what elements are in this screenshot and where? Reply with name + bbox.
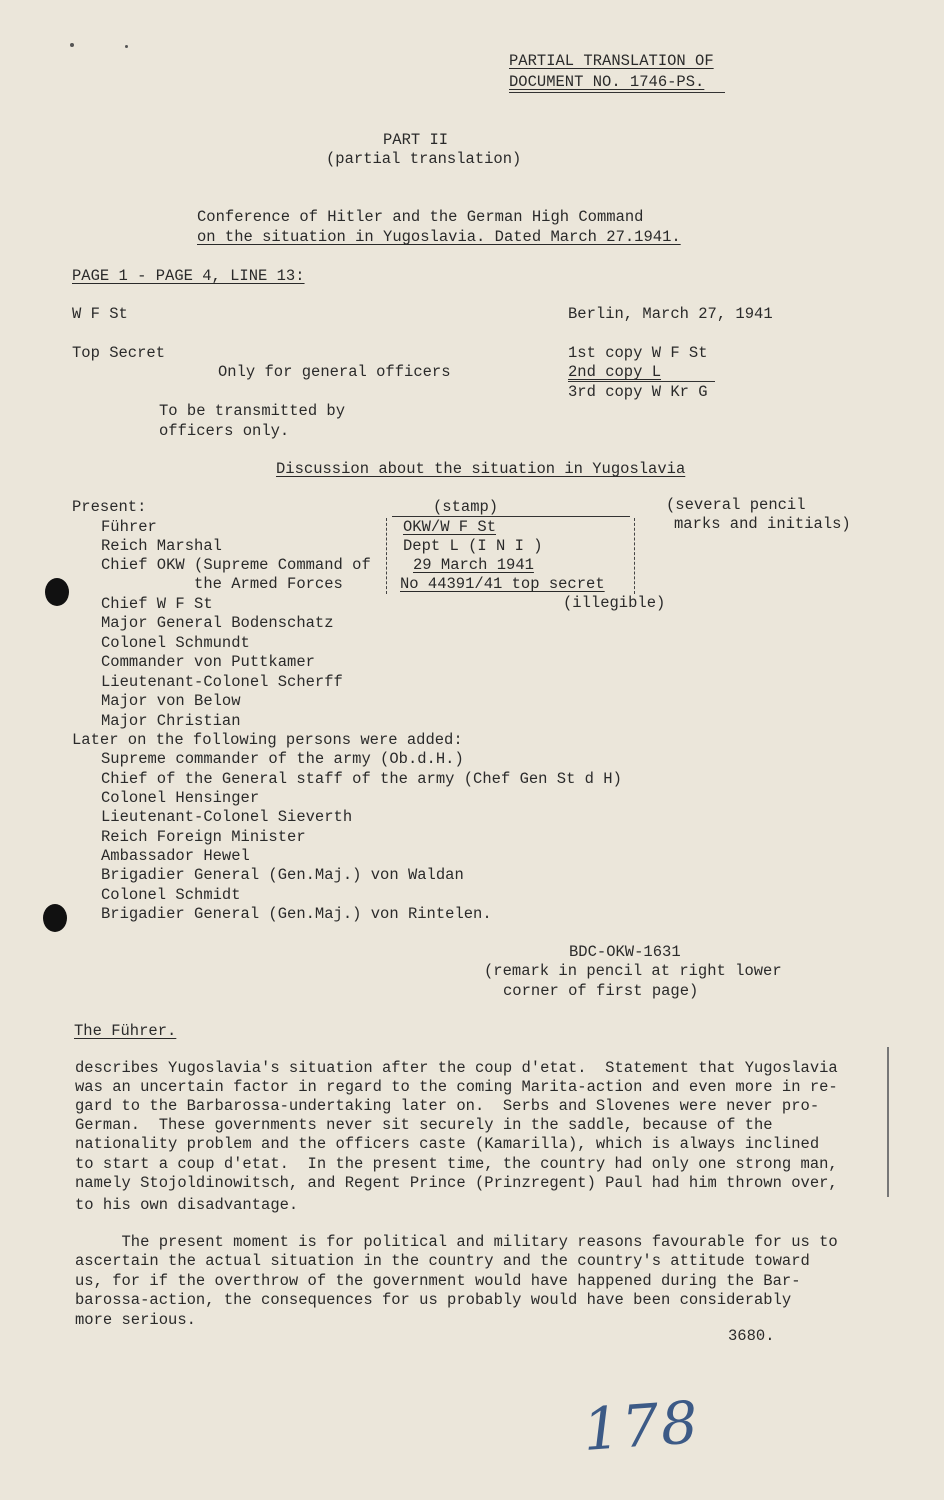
- paragraph-line: ascertain the actual situation in the country and the country's attitude toward: [75, 1252, 810, 1270]
- attendee: Chief OKW (Supreme Command of: [101, 556, 371, 574]
- header-rule: [509, 92, 725, 93]
- attendee: Major General Bodenschatz: [101, 614, 334, 632]
- punch-hole: [43, 904, 67, 932]
- paragraph-line: gard to the Barbarossa-undertaking later on. Serbs and Slovenes were never pro-: [75, 1097, 820, 1115]
- discussion-title: Discussion about the situation in Yugoslavia: [276, 460, 686, 478]
- later-attendee: Ambassador Hewel: [101, 847, 250, 865]
- attendee: Lieutenant-Colonel Scherff: [101, 673, 343, 691]
- page-range: PAGE 1 - PAGE 4, LINE 13:: [72, 267, 305, 285]
- paragraph-line: us, for if the overthrow of the government would have happened during the Bar-: [75, 1272, 801, 1290]
- stamp-top-rule: [392, 516, 630, 517]
- paragraph-line: nationality problem and the officers caste (Kamarilla), which is always inclined: [75, 1135, 820, 1153]
- stamp-line: No 44391/41 top secret: [400, 575, 605, 593]
- part-subtitle: (partial translation): [326, 150, 522, 168]
- copy-rule: [568, 381, 715, 382]
- paragraph-line: The present moment is for political and military reasons favourable for us to: [75, 1233, 838, 1251]
- later-attendee: Reich Foreign Minister: [101, 828, 306, 846]
- later-attendee: Chief of the General staff of the army (Chef Gen St d H): [101, 770, 622, 788]
- stamp-line: 29 March 1941: [413, 556, 534, 574]
- conference-title-line1: Conference of Hitler and the German High Command: [197, 208, 644, 226]
- paragraph-line: was an uncertain factor in regard to the coming Marita-action and even more in re-: [75, 1078, 838, 1096]
- margin-mark: [887, 1047, 889, 1197]
- paragraph-line: barossa-action, the consequences for us probably would have been considerably: [75, 1291, 792, 1309]
- pencil-note-line1: (several pencil: [666, 496, 806, 514]
- later-attendee: Brigadier General (Gen.Maj.) von Waldan: [101, 866, 464, 884]
- stamp-illegible: (illegible): [563, 594, 666, 612]
- reference-remark-line2: corner of first page): [503, 982, 699, 1000]
- partial-translation-heading: PARTIAL TRANSLATION OF: [509, 52, 714, 70]
- pencil-note-line2: marks and initials): [674, 515, 851, 533]
- attendee: Commander von Puttkamer: [101, 653, 315, 671]
- ink-speck: [125, 45, 128, 48]
- attendee: Major Christian: [101, 712, 241, 730]
- paragraph-line: describes Yugoslavia's situation after the coup d'etat. Statement that Yugoslavia: [75, 1059, 838, 1077]
- later-attendee: Supreme commander of the army (Ob.d.H.): [101, 750, 464, 768]
- attendee: Colonel Schmundt: [101, 634, 250, 652]
- reference-code: BDC-OKW-1631: [569, 943, 681, 961]
- section-title: The Führer.: [74, 1022, 177, 1040]
- reference-remark-line1: (remark in pencil at right lower: [484, 962, 782, 980]
- copy-line: 1st copy W F St: [568, 344, 708, 362]
- punch-hole: [45, 578, 69, 606]
- handwritten-page-number: 178: [580, 1388, 702, 1464]
- later-attendee: Colonel Hensinger: [101, 789, 260, 807]
- classification: Top Secret: [72, 344, 166, 362]
- place-date: Berlin, March 27, 1941: [568, 305, 773, 323]
- stamp-label: (stamp): [433, 498, 499, 516]
- document-number: DOCUMENT NO. 1746-PS.: [509, 73, 705, 91]
- present-label: Present:: [72, 498, 147, 516]
- paragraph-line: namely Stojoldinowitsch, and Regent Prince (Prinzregent) Paul had him thrown over,: [75, 1174, 838, 1192]
- stamp-line: Dept L (I N I ): [403, 537, 543, 555]
- part-title: PART II: [383, 131, 449, 149]
- paragraph-line: German. These governments never sit securely in the saddle, because of the: [75, 1116, 773, 1134]
- transmit-note-line1: To be transmitted by: [159, 402, 346, 420]
- ink-speck: [70, 43, 74, 47]
- paragraph-line: to his own disadvantage.: [75, 1196, 299, 1214]
- office-code: W F St: [72, 305, 128, 323]
- paragraph-line: more serious.: [75, 1311, 196, 1329]
- attendee: the Armed Forces: [101, 575, 343, 593]
- transmit-note-line2: officers only.: [159, 422, 290, 440]
- audience: Only for general officers: [218, 363, 451, 381]
- later-label: Later on the following persons were added:: [72, 731, 463, 749]
- paragraph-line: to start a coup d'etat. In the present time, the country had only one strong man,: [75, 1155, 838, 1173]
- attendee: Major von Below: [101, 692, 241, 710]
- conference-title-line2: on the situation in Yugoslavia. Dated March 27.1941.: [197, 228, 681, 246]
- later-attendee: Lieutenant-Colonel Sieverth: [101, 808, 353, 826]
- later-attendee: Brigadier General (Gen.Maj.) von Rintelen.: [101, 905, 492, 923]
- copy-line: 2nd copy L: [568, 363, 662, 381]
- stamp-line: OKW/W F St: [403, 518, 497, 536]
- copy-line: 3rd copy W Kr G: [568, 383, 708, 401]
- attendee: Chief W F St: [101, 595, 213, 613]
- page-number: 3680.: [728, 1327, 775, 1345]
- attendee: Führer: [101, 518, 157, 536]
- later-attendee: Colonel Schmidt: [101, 886, 241, 904]
- attendee: Reich Marshal: [101, 537, 222, 555]
